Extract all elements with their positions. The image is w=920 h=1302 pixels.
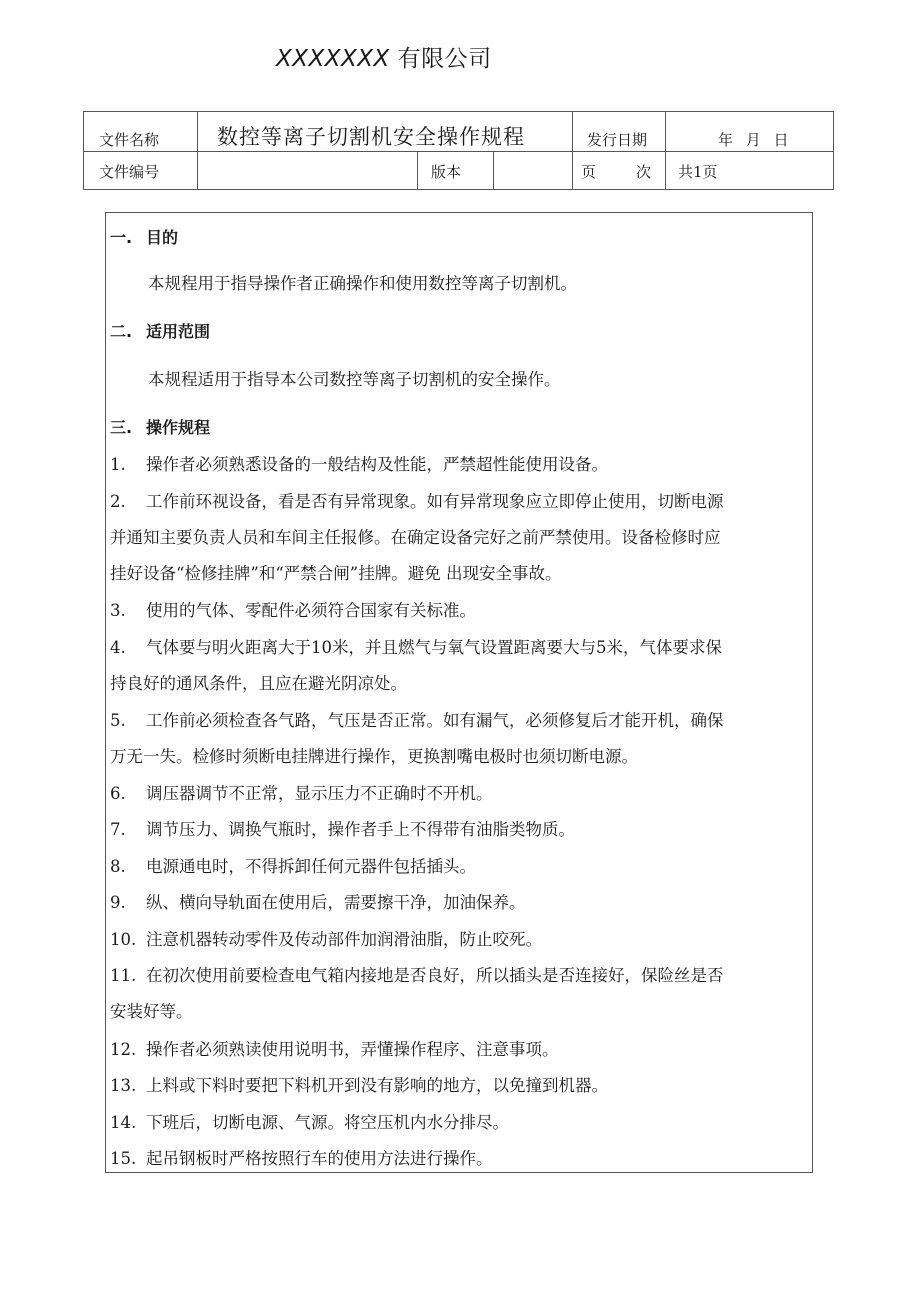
rule-item	[110, 965, 724, 987]
rule-item	[110, 1112, 509, 1134]
rule-number: 7.	[110, 820, 126, 839]
rule-number: 5.	[110, 711, 126, 730]
rule-item	[110, 856, 476, 878]
rule-number: 12.	[110, 1040, 137, 1059]
rule-line: 起吊钢板时严格按照行车的使用方法进行操作。	[146, 1149, 493, 1168]
rule-number: 8.	[110, 857, 126, 876]
rule-item	[110, 1075, 608, 1097]
company-name	[276, 40, 492, 73]
table-column-divider	[493, 152, 494, 189]
table-column-divider	[572, 112, 573, 189]
rule-number: 14.	[110, 1113, 137, 1132]
rule-item	[110, 637, 722, 659]
rule-line: 电源通电时，不得拆卸任何元器件包括插头。	[146, 857, 476, 876]
purpose-text: 本规程用于指导操作者正确操作和使用数控等离子切割机。	[148, 274, 577, 293]
rule-line: 注意机器转动零件及传动部件加润滑油脂，防止咬死。	[146, 930, 542, 949]
rule-line: 调压器调节不正常，显示压力不正确时不开机。	[146, 784, 493, 803]
issue-date-label: 发行日期	[587, 130, 648, 149]
rule-item	[110, 710, 724, 732]
company-name-suffix: 有限公司	[389, 46, 492, 72]
rule-item	[110, 929, 542, 951]
rule-line: 使用的气体、零配件必须符合国家有关标准。	[146, 601, 476, 620]
table-column-divider	[197, 112, 198, 189]
rule-line: 气体要与明火距离大于10米，并且燃气与氧气设置距离要大与5米，气体要求保	[146, 638, 722, 657]
rule-number: 10.	[110, 930, 137, 949]
rule-number: 4.	[110, 638, 126, 657]
rule-line: 纵、横向导轨面在使用后，需要擦干净，加油保养。	[146, 893, 526, 912]
rule-line: 安装好等。	[110, 1002, 193, 1021]
section-title: 适用范围	[146, 322, 211, 341]
rule-number: 11.	[110, 966, 137, 985]
rule-item	[110, 1148, 493, 1170]
rule-item	[110, 783, 493, 805]
rule-line: 在初次使用前要检查电气箱内接地是否良好，所以插头是否连接好，保险丝是否	[146, 966, 724, 985]
company-name-placeholder: XXXXXXX	[276, 46, 390, 72]
rule-item	[110, 819, 575, 841]
rule-number: 9.	[110, 893, 126, 912]
document-info-table	[83, 111, 834, 190]
rule-item	[110, 491, 724, 513]
section-heading-procedure	[110, 417, 210, 439]
file-number-label: 文件编号	[99, 162, 160, 181]
rule-line: 万无一失。检修时须断电挂牌进行操作，更换割嘴电极时也须切断电源。	[110, 747, 638, 766]
rule-item	[110, 892, 526, 914]
version-label: 版本	[431, 162, 462, 181]
table-column-divider	[417, 152, 418, 189]
rule-line: 工作前必须检查各气路，气压是否正常。如有漏气，必须修复后才能开机，确保	[146, 711, 724, 730]
rule-line: 调节压力、调换气瓶时，操作者手上不得带有油脂类物质。	[146, 820, 575, 839]
rule-item	[110, 454, 608, 476]
rule-line: 下班后，切断电源、气源。将空压机内水分排尽。	[146, 1113, 509, 1132]
rule-number: 2.	[110, 492, 126, 511]
table-column-divider	[665, 112, 666, 189]
scope-text: 本规程适用于指导本公司数控等离子切割机的安全操作。	[148, 370, 561, 389]
page-label	[581, 154, 651, 188]
section-number: 三.	[110, 418, 133, 437]
section-heading-purpose	[110, 227, 178, 249]
rule-number: 6.	[110, 784, 126, 803]
procedure-content	[105, 212, 813, 1173]
rule-line: 工作前环视设备，看是否有异常现象。如有异常现象应立即停止使用，切断电源	[146, 492, 724, 511]
section-title: 操作规程	[146, 418, 211, 437]
rule-item	[110, 600, 476, 622]
section-title: 目的	[146, 228, 179, 247]
rule-line: 操作者必须熟读使用说明书，弄懂操作程序、注意事项。	[146, 1040, 559, 1059]
page-label-part1: 页	[581, 162, 597, 181]
issue-date-value: 年 月 日	[718, 130, 793, 149]
rule-line: 操作者必须熟悉设备的一般结构及性能，严禁超性能使用设备。	[146, 455, 608, 474]
rule-line: 并通知主要负责人员和车间主任报修。在确定设备完好之前严禁使用。设备检修时应	[110, 528, 721, 547]
rule-number: 13.	[110, 1076, 137, 1095]
rule-number: 1.	[110, 455, 126, 474]
page-label-part2: 次	[636, 162, 652, 181]
page-count: 共1页	[678, 162, 718, 181]
rule-number: 15.	[110, 1149, 137, 1168]
rule-line: 持良好的通风条件，且应在避光阴凉处。	[110, 674, 407, 693]
rule-line: 上料或下料时要把下料机开到没有影响的地方，以免撞到机器。	[146, 1076, 608, 1095]
section-heading-scope	[110, 321, 210, 343]
rule-item	[110, 1039, 559, 1061]
rule-line: 挂好设备“检修挂牌”和“严禁合闸”挂牌。避免 出现安全事故。	[110, 564, 562, 583]
section-number: 二.	[110, 322, 133, 341]
rule-number: 3.	[110, 601, 126, 620]
file-name-label: 文件名称	[99, 130, 160, 149]
section-number: 一.	[110, 228, 133, 247]
document-title: 数控等离子切割机安全操作规程	[217, 125, 525, 149]
